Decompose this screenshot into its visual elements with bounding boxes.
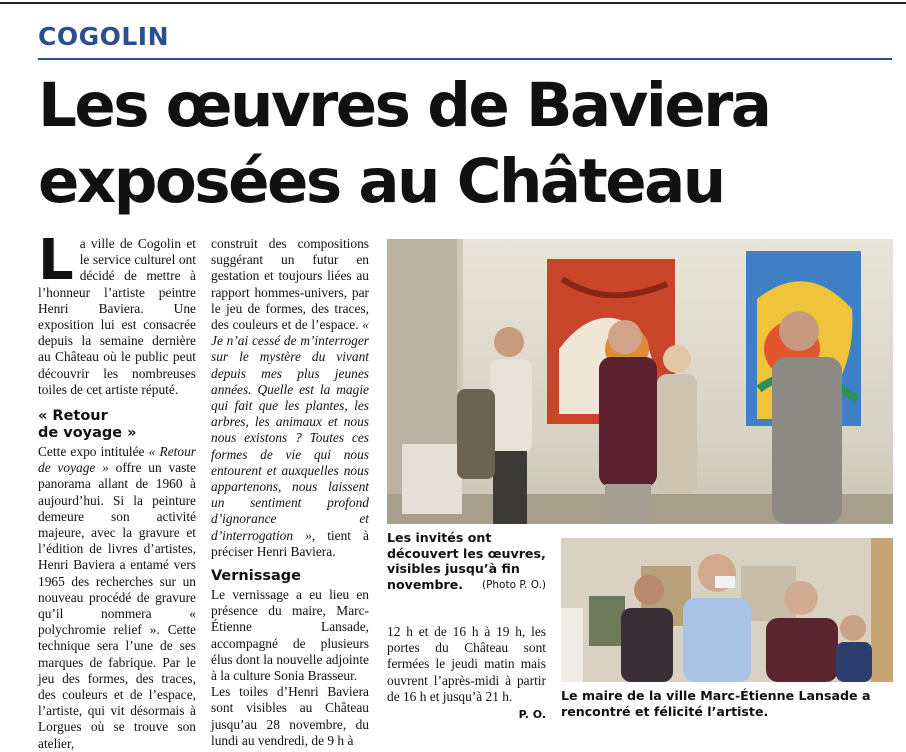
mayor-photo-illustration: [561, 538, 893, 682]
article-column-3: [387, 624, 546, 723]
intro-paragraph: [38, 228, 196, 398]
article-column-2: [211, 236, 369, 749]
author-signature: P. O.: [518, 708, 546, 722]
subhead-retour-de-voyage: [38, 408, 196, 442]
p2-post: offre un vaste panorama allant de 1960 à aujourd’hui. Si la peinture demeure son activité majeure, avec la gravure et l’édition de livres d’artistes, Henri Baviera a entamé vers 1965 des recherches sur un nouveau procédé de gravure qu’il nommera « polychromie relief ». Cette technique sera l’une de ses marques de fabrique. Par le jeu des formes, des traces, des couleurs et de l’espace, l’artiste, qui vit désormais à Lorgues où se trouve son atelier,: [38, 460, 196, 751]
section-label: COGOLIN: [38, 22, 170, 51]
paragraph-2: [38, 444, 196, 752]
paragraph-vernissage: Le vernissage a eu lieu en présence du maire, Marc-Étienne Lansade, accompagné de plusieurs élus dont la nouvelle adjointe à la culture Sonia Brasseur.: [211, 587, 369, 684]
p2-pre: Cette expo intitulée: [38, 444, 149, 460]
artist-quote: « Je n’ai cessé de m’interroger sur le mystère du vivant depuis mes plus jeunes années. Quelle est la magie qui fait que les plantes, les arbres, les animaux et nous nous existons ? Toutes ces formes de vie qui nous entourent et auxquelles nous appartenons, nous laissent un sentiment profond d’ignorance et d’interrogation »: [211, 317, 369, 543]
article-column-1: [38, 228, 196, 752]
photo-credit: (Photo P. O.): [481, 579, 546, 591]
headline: [38, 68, 898, 220]
p3-text: construit des compositions suggérant un futur en gestation et toujours liées au rapport hommes-univers, par le jeu de formes, des traces, des couleurs et de l’espace.: [211, 236, 369, 333]
headline-line-2: exposées au Château: [38, 146, 724, 217]
exhibition-photo: [387, 239, 893, 524]
drop-cap: L: [38, 228, 74, 293]
photo-caption-exhibition: Les invités ont découvert les œuvres, visibles jusqu’à fin novembre.: [387, 530, 546, 592]
mayor-photo: [561, 538, 893, 682]
intro-text: a ville de Cogolin et le service culturel ont décidé de mettre à l’honneur l’artiste peintre Henri Baviera. Une exposition lui est consacrée depuis la semaine dernière au Château où le public peut découvrir les nombreuses toiles de cet artiste réputé.: [38, 236, 196, 397]
subhead-line-2: de voyage »: [38, 425, 137, 442]
paragraph-dates: Les toiles d’Henri Baviera sont visibles au Château jusqu’au 28 novembre, du lundi au vendredi, de 9 h à: [211, 684, 369, 748]
p2-em: « Retour de voyage »: [38, 444, 196, 476]
subhead-vernissage: Vernissage: [211, 568, 301, 585]
paragraph-hours: 12 h et de 16 h à 19 h, les portes du Château sont fermées le jeudi matin mais ouvrent l’après-midi à partir de 16 h et jusqu’à 21 h.: [387, 624, 546, 704]
paragraph-3: [211, 236, 369, 560]
section-rule: [38, 58, 892, 60]
headline-line-1: Les œuvres de Baviera: [38, 70, 770, 141]
top-rule: [0, 2, 906, 4]
exhibition-photo-illustration: [387, 239, 893, 524]
photo-caption-mayor: Le maire de la ville Marc-Étienne Lansade a rencontré et félicité l’artiste.: [561, 688, 871, 719]
quote-attribution: , tient à préciser Henri Baviera.: [211, 527, 369, 559]
subhead-line-1: « Retour: [38, 408, 108, 425]
